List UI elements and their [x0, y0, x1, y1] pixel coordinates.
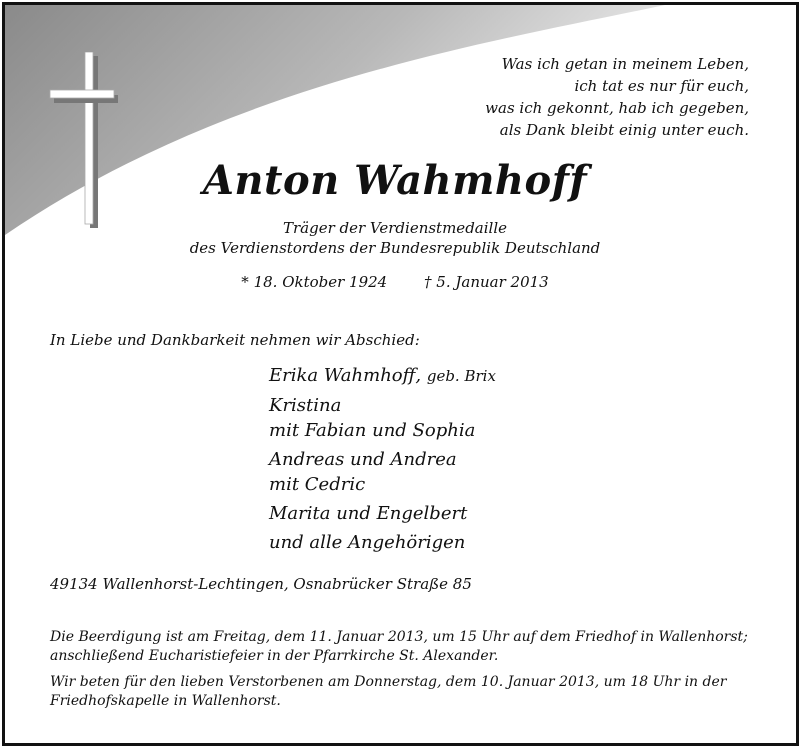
poem-line: was ich gekonnt, hab ich gegeben, [485, 99, 749, 117]
deceased-name: Anton Wahmhoff [202, 157, 588, 204]
mourner-entry [269, 363, 496, 389]
mourner-others: und alle Angehörigen [269, 532, 466, 553]
funeral-line: Die Beerdigung ist am Freitag, dem 11. Januar 2013, um 15 Uhr auf dem Friedhof in Wallenhorst; [50, 629, 748, 645]
prayer-line: Friedhofskapelle in Wallenhorst. [50, 693, 281, 709]
mourner-name: Erika Wahmhoff, [269, 365, 422, 386]
address: 49134 Wallenhorst-Lechtingen, Osnabrücker Straße 85 [50, 575, 472, 593]
mourner-children: mit Cedric [269, 474, 366, 495]
poem [485, 53, 749, 141]
mourner-children: mit Fabian und Sophia [269, 420, 476, 441]
death-date: † 5. Januar 2013 [424, 273, 549, 291]
honor-line: Träger der Verdienstmedaille [282, 219, 508, 237]
obituary-frame [2, 2, 799, 746]
birth-date: * 18. Oktober 1924 [241, 273, 388, 291]
honor-text [5, 218, 785, 258]
prayer-line: Wir beten für den lieben Verstorbenen am Donnerstag, dem 10. Januar 2013, um 18 Uhr in der [50, 674, 727, 690]
mourner-maiden-name: geb. Brix [426, 367, 496, 385]
mourner-name: Kristina [269, 395, 342, 416]
mourner-name: Marita und Engelbert [269, 503, 468, 524]
poem-line: Was ich getan in meinem Leben, [501, 55, 749, 73]
poem-line: ich tat es nur für euch, [574, 77, 749, 95]
prayer-info [50, 673, 765, 711]
funeral-line: anschließend Eucharistiefeier in der Pfarrkirche St. Alexander. [50, 648, 499, 664]
honor-line: des Verdienstordens der Bundesrepublik Deutschland [189, 239, 601, 257]
mourners-list [269, 363, 496, 555]
farewell-intro: In Liebe und Dankbarkeit nehmen wir Abschied: [50, 331, 420, 349]
mourner-name: Andreas und Andrea [269, 449, 457, 470]
funeral-info [50, 628, 765, 666]
poem-line: als Dank bleibt einig unter euch. [499, 121, 749, 139]
life-dates [5, 272, 785, 292]
